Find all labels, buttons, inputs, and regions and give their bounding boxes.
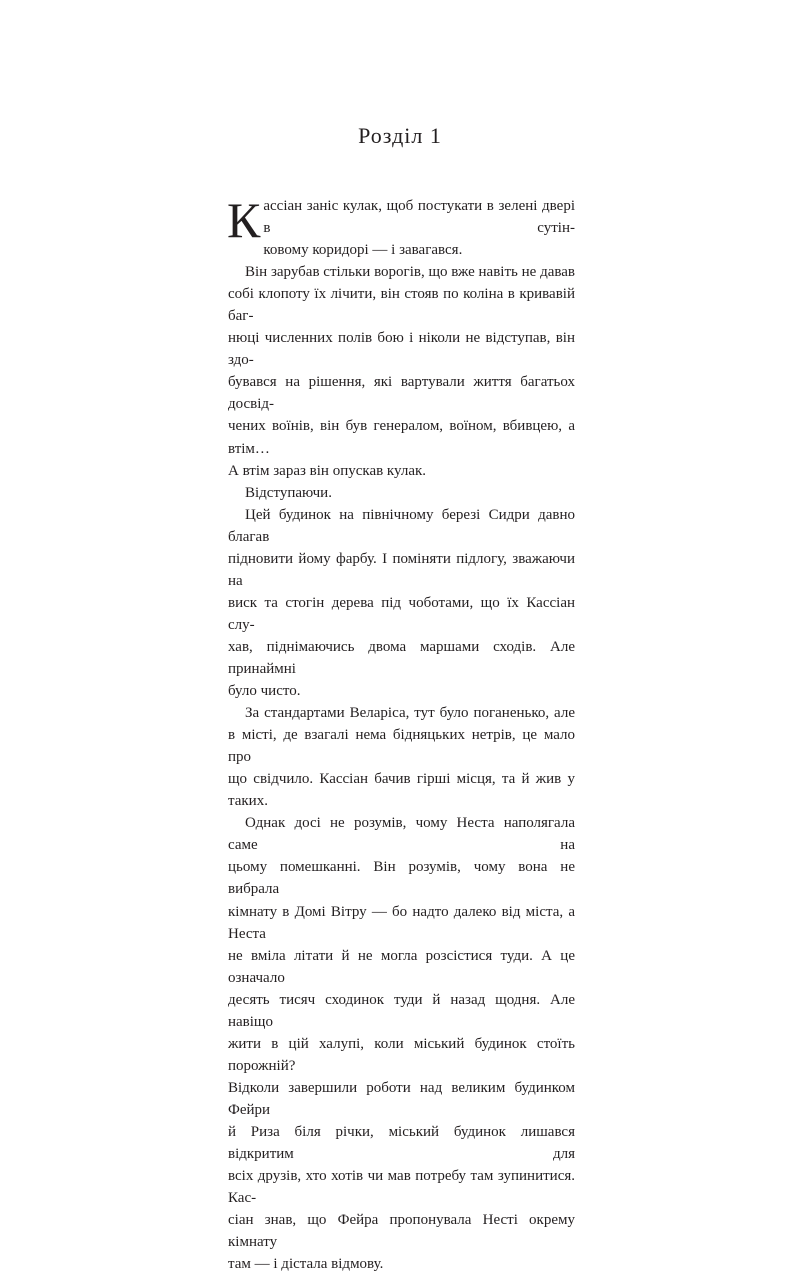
text-line: Однак досі не розумів, чому Неста наполягала саме на bbox=[228, 815, 575, 854]
paragraph bbox=[228, 812, 575, 1275]
paragraph bbox=[228, 261, 575, 481]
text-line: ковому коридорі — і завагався. bbox=[263, 242, 463, 259]
text-line: ассіан заніс кулак, щоб постукати в зелені двері в сутін- bbox=[263, 198, 575, 237]
text-line: що свідчило. Кассіан бачив гірші місця, та й жив у таких. bbox=[228, 771, 575, 810]
text-line: всіх друзів, хто хотів чи мав потребу там зупинитися. Кас- bbox=[228, 1168, 575, 1207]
text-line: жити в цій халупі, коли міський будинок стоїть порожній? bbox=[228, 1035, 575, 1074]
drop-cap: К bbox=[227, 192, 261, 248]
text-line: Відколи завершили роботи над великим будинком Фейри bbox=[228, 1079, 575, 1118]
paragraph bbox=[228, 504, 575, 702]
text-line: сіан знав, що Фейра пропонувала Несті окрему кімнату bbox=[228, 1212, 575, 1251]
text-line: цьому помешканні. Він розумів, чому вона не вибрала bbox=[228, 859, 575, 898]
text-line: виск та стогін дерева під чоботами, що їх Кассіан слу- bbox=[228, 594, 575, 633]
text-line: Відступаючи. bbox=[245, 484, 332, 501]
text-line: кімнату в Домі Вітру — бо надто далеко від міста, а Неста bbox=[228, 903, 575, 942]
text-line: було чисто. bbox=[228, 683, 301, 700]
chapter-body bbox=[227, 192, 575, 1275]
paragraph bbox=[228, 482, 575, 504]
text-line: десять тисяч сходинок туди й назад щодня. Але навіщо bbox=[228, 991, 575, 1030]
paragraph bbox=[228, 702, 575, 812]
text-line: Цей будинок на північному березі Сидри давно благав bbox=[228, 506, 575, 545]
text-line: й Риза біля річки, міський будинок лишався відкритим для bbox=[228, 1123, 575, 1163]
text-line: Він зарубав стільки ворогів, що вже навіть не давав bbox=[245, 264, 575, 281]
text-line: підновити йому фарбу. І поміняти підлогу, зважаючи на bbox=[228, 550, 575, 589]
text-line: не вміла літати й не могла розсістися туди. А це означало bbox=[228, 947, 575, 986]
text-line: нюці численних полів бою і ніколи не відступав, він здо- bbox=[228, 330, 575, 369]
chapter-title: Розділ 1 bbox=[358, 123, 442, 148]
text-line: в місті, де взагалі нема бідняцьких нетрів, це мало про bbox=[228, 727, 575, 766]
text-line: А втім зараз він опускав кулак. bbox=[228, 462, 427, 479]
text-line: собі клопоту їх лічити, він стояв по коліна в кривавій баг- bbox=[228, 286, 575, 325]
text-line: бувався на рішення, які вартували життя багатьох досвід- bbox=[228, 374, 575, 413]
text-line: хав, піднімаючись двома маршами сходів. Але принаймні bbox=[228, 638, 575, 677]
paragraph bbox=[227, 192, 575, 261]
text-line: За стандартами Веларіса, тут було поганенько, але bbox=[245, 705, 575, 722]
text-line: чених воїнів, він був генералом, воїном, вбивцею, а втім… bbox=[228, 418, 575, 457]
text-line: там — і дістала відмову. bbox=[228, 1256, 384, 1273]
